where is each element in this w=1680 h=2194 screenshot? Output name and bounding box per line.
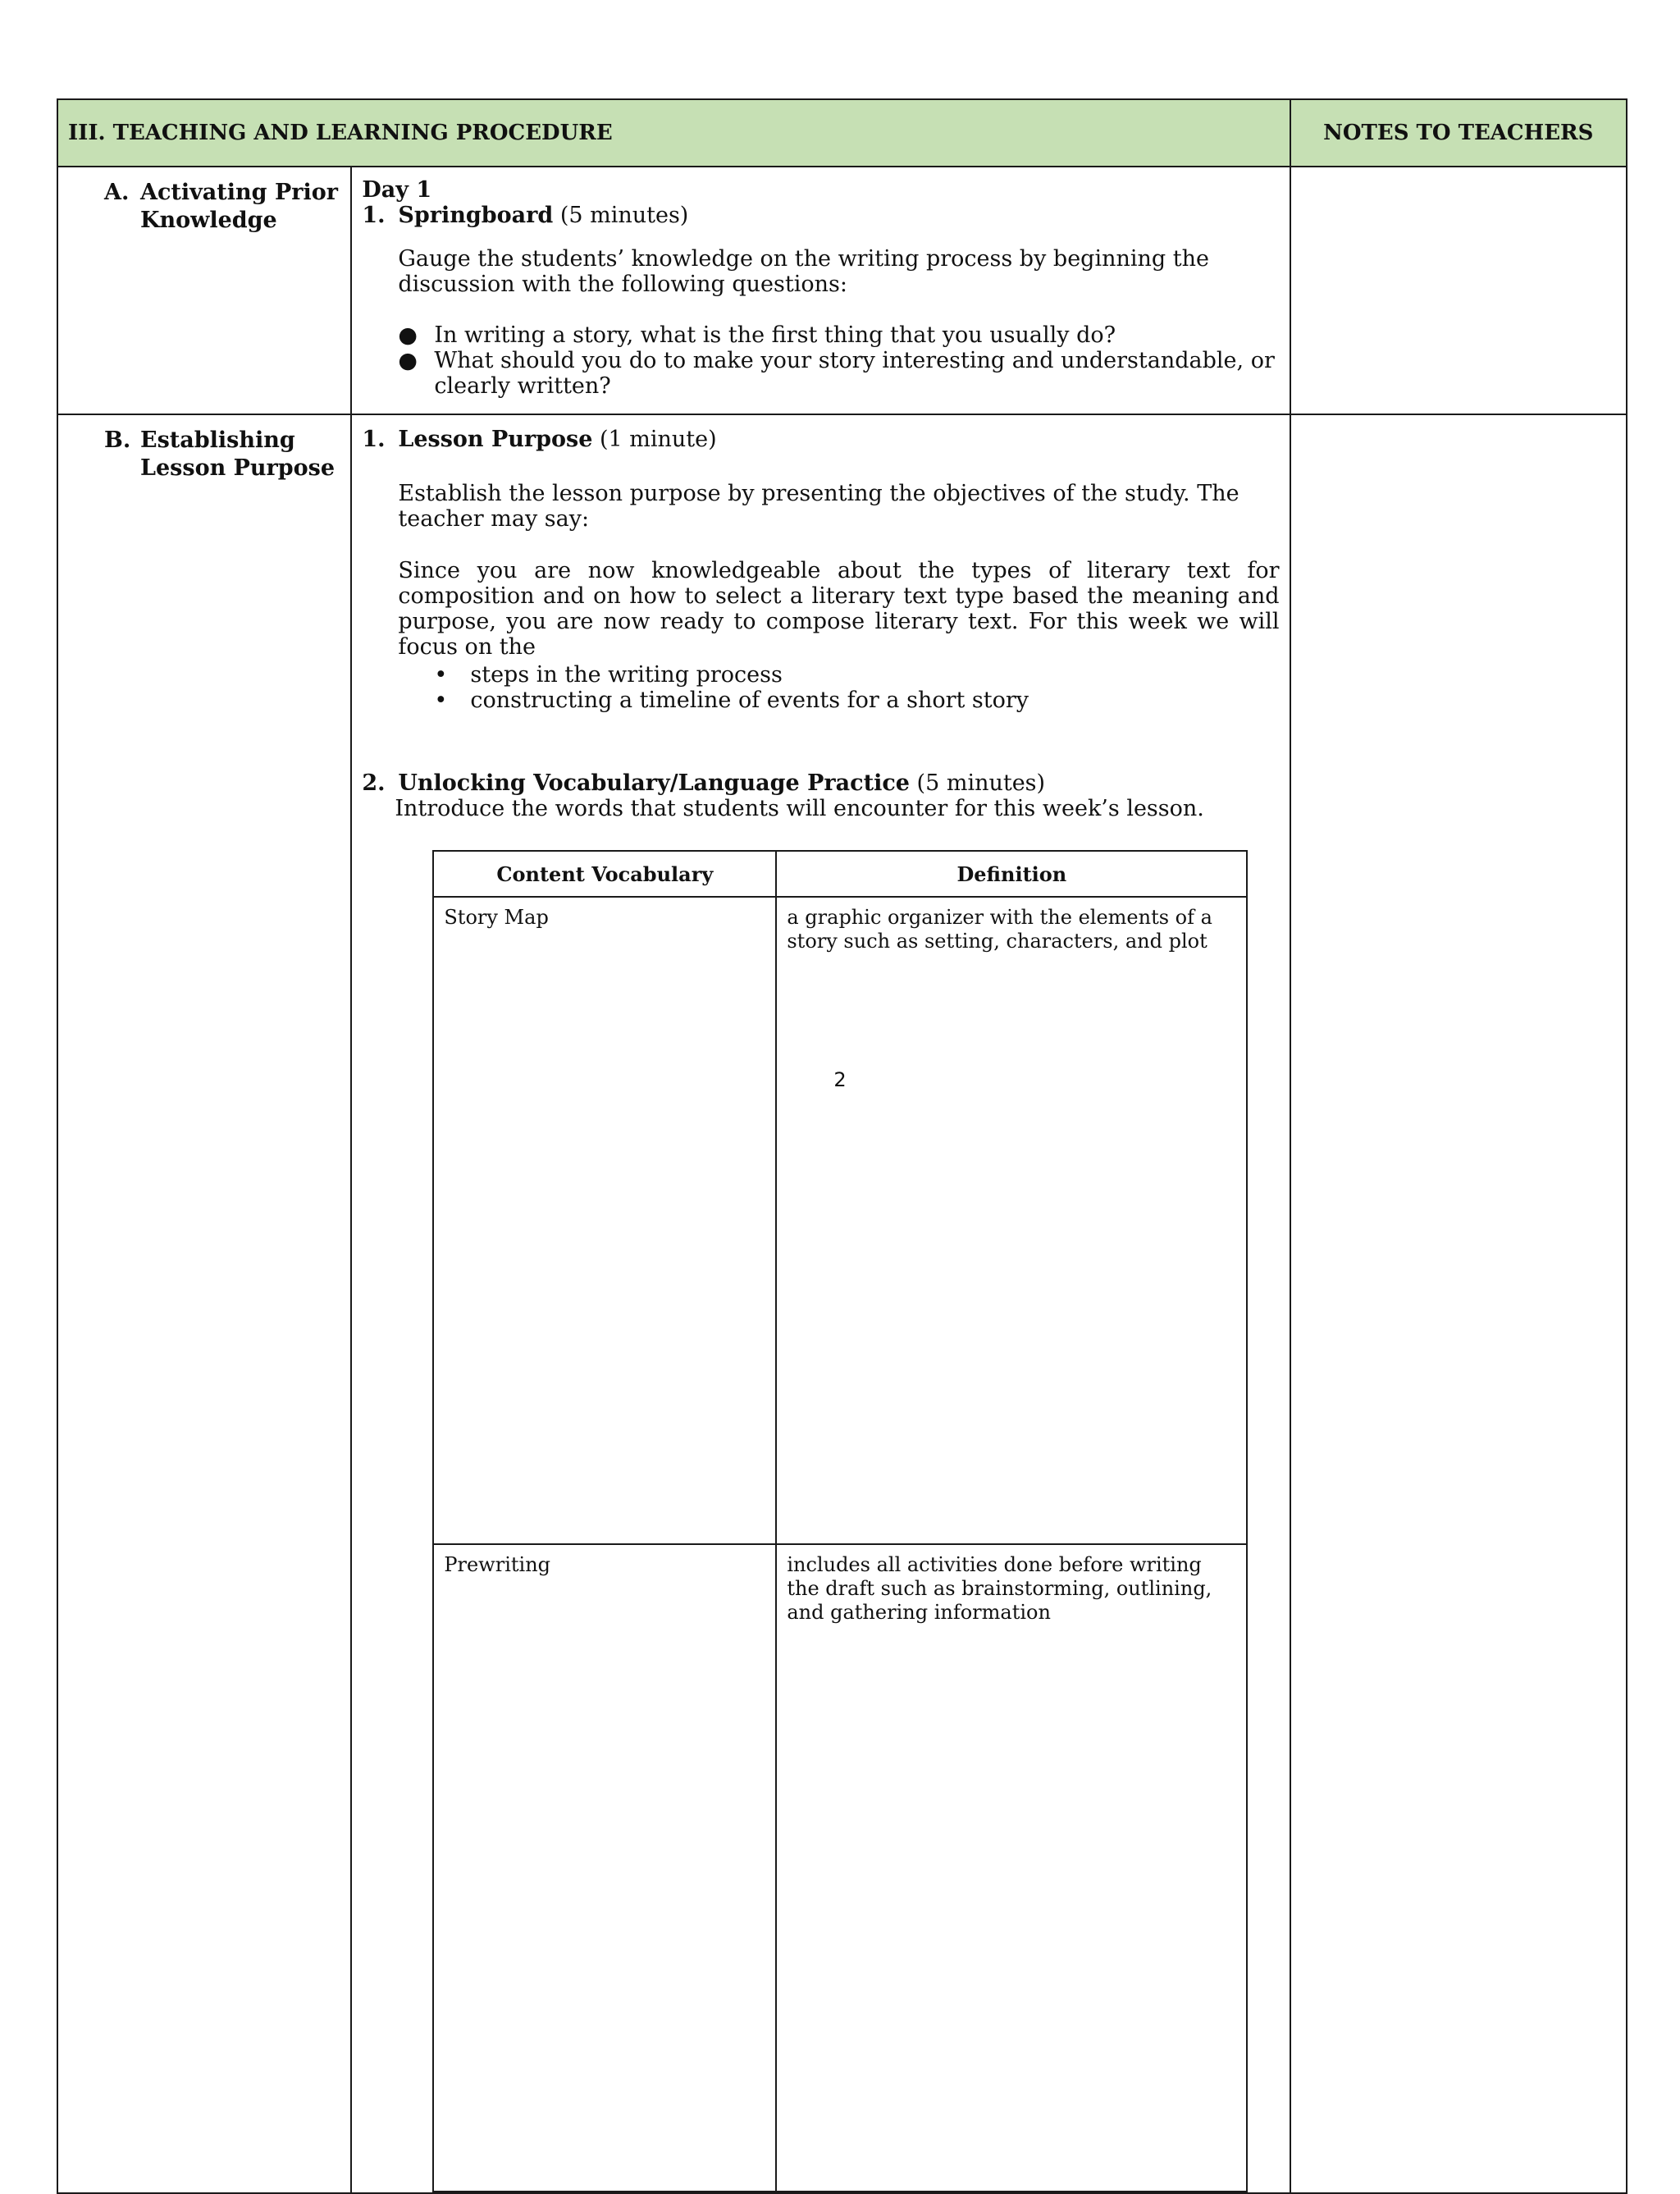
list-item: • constructing a timeline of events for a short story: [434, 688, 1029, 713]
vocabulary-term: Prewriting: [433, 1544, 776, 2192]
vocabulary-col-header: Content Vocabulary: [433, 851, 776, 897]
page-number: 2: [833, 1068, 847, 1091]
section-a-label-cell: [57, 167, 351, 414]
question-list: [362, 322, 1279, 399]
day-label: Day 1: [362, 177, 432, 203]
vocabulary-intro: Introduce the words that students will encounter for this week’s lesson.: [395, 796, 1204, 821]
section-b-row: [57, 414, 1627, 2193]
section-a-label: [58, 167, 350, 235]
section-a-row: [57, 167, 1627, 414]
springboard-paragraph: Gauge the students’ knowledge on the writing process by beginning the discussion with the following questions:: [398, 246, 1209, 297]
step-number: 1.: [362, 203, 386, 228]
procedure-header: III. TEACHING AND LEARNING PROCEDURE: [57, 99, 1290, 167]
step-title: Lesson Purpose: [398, 427, 593, 452]
vocabulary-table: [432, 850, 1248, 2192]
step-number: 2.: [362, 770, 386, 796]
lesson-purpose-step: [362, 427, 1279, 452]
objectives-paragraph: Since you are now knowledgeable about the types of literary text for composition and on how to select a literary text type based the meaning and purpose, you are now ready to compose literary text. For this week we will focus on the: [398, 558, 1280, 660]
list-item: ● What should you do to make your story interesting and understandable, or clearly written?: [398, 348, 1275, 399]
objectives-list: [362, 662, 1279, 713]
section-a-title: Activating Prior Knowledge: [140, 180, 338, 233]
notes-header: NOTES TO TEACHERS: [1290, 99, 1627, 167]
springboard-step: [362, 203, 1279, 228]
definition-col-header: Definition: [776, 851, 1247, 897]
table-row: [433, 1544, 1247, 2192]
step-number: 1.: [362, 427, 386, 452]
step-title: Springboard: [398, 203, 554, 228]
step-title: Unlocking Vocabulary/Language Practice: [398, 770, 910, 796]
section-b-title: Establishing Lesson Purpose: [140, 427, 336, 481]
vocabulary-definition: a graphic organizer with the elements of a story such as setting, characters, and plot: [776, 897, 1247, 1544]
section-b-label-cell: [57, 414, 351, 2193]
section-b-content-cell: [351, 414, 1290, 2193]
list-item: ● In writing a story, what is the first thing that you usually do?: [398, 322, 1116, 348]
purpose-paragraph: Establish the lesson purpose by presenting the objectives of the study. The teacher may say:: [398, 481, 1239, 532]
table-row: [433, 897, 1247, 1544]
section-b-label: [58, 415, 350, 482]
vocabulary-step: [362, 770, 1279, 796]
vocabulary-header-row: [433, 851, 1247, 897]
step-time: (1 minute): [599, 427, 717, 452]
section-a-content-cell: [351, 167, 1290, 414]
section-b-notes-cell: [1290, 414, 1627, 2193]
step-time: (5 minutes): [916, 770, 1046, 796]
vocabulary-term: Story Map: [433, 897, 776, 1544]
lesson-plan-table: [57, 98, 1628, 2194]
section-a-notes-cell: [1290, 167, 1627, 414]
list-item: • steps in the writing process: [434, 662, 783, 688]
section-b-letter: B.: [104, 427, 131, 453]
step-time: (5 minutes): [559, 203, 689, 228]
section-a-letter: A.: [104, 180, 130, 205]
vocabulary-definition: includes all activities done before writing the draft such as brainstorming, outlining, and gathering information: [776, 1544, 1247, 2192]
